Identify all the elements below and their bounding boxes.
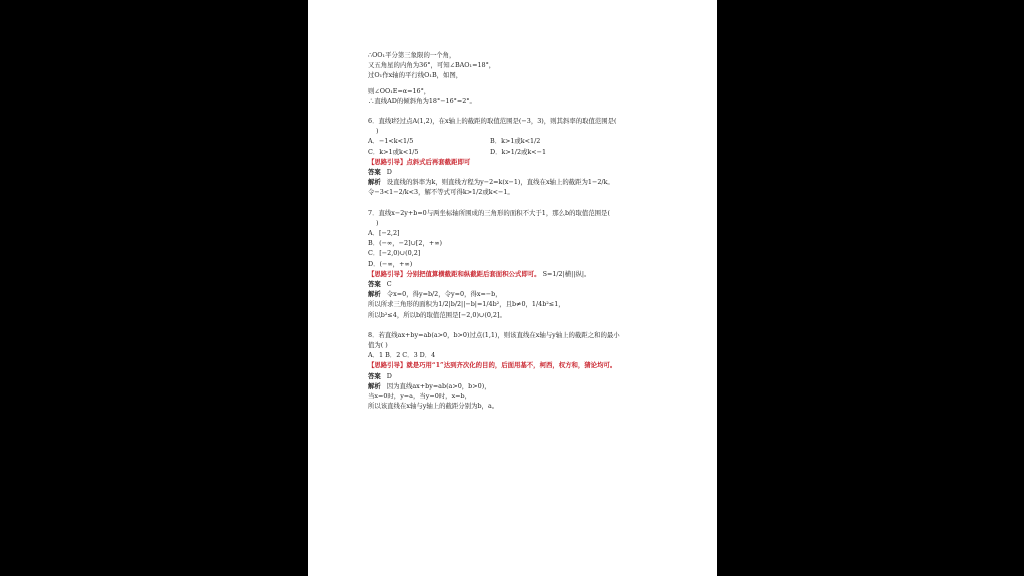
- q7-hint: 【思路引导】分别把值算横截距和纵截距后套面积公式即可。: [368, 269, 541, 278]
- q8-answer: [368, 371, 698, 381]
- analysis-text: 令x=0，得y=b/2，令y=0，得x=−b，: [386, 290, 502, 299]
- document-page: [308, 0, 717, 576]
- solution-line: 则∠OO₁E=α=16°，: [368, 86, 431, 95]
- q6-options-row-1: [368, 136, 698, 146]
- q6-stem: 6．直线l经过点A(1,2)，在x轴上的截距的取值范围是(−3，3)，则其斜率的取值范围是(: [368, 117, 617, 126]
- q7-stem: 7．直线x−2y+b=0与两坐标轴所围成的三角形的面积不大于1，那么b的取值范围是(: [368, 208, 610, 217]
- q7-option-a: A．[−2,2]: [368, 229, 400, 238]
- q7-analysis-cont: 所以所求三角形的面积为1/2|b/2||−b|=1/4b²，且b≠0，1/4b²≤1，: [368, 300, 565, 309]
- q7-option-b: B．(−∞，−2]∪[2，+∞): [368, 239, 443, 248]
- analysis-text: 因为直线ax+by=ab(a>0，b>0)，: [386, 381, 491, 390]
- q6-answer: [368, 167, 698, 177]
- q6-option-d: D．k>1/2或k<−1: [490, 147, 547, 156]
- q7-option-d: D．(−∞，+∞): [368, 259, 413, 268]
- document-content: [368, 50, 698, 412]
- analysis-label: 解析: [368, 178, 381, 187]
- q8-stem-cont: 值为( ): [368, 341, 388, 350]
- q7-stem-cont: ): [376, 218, 379, 227]
- q6-option-b: B．k>1或k<1/2: [490, 137, 541, 146]
- q6-stem-cont: ): [376, 127, 379, 136]
- q6-hint: 【思路引导】点斜式后再套截距即可: [368, 157, 471, 166]
- q7-option-c: C．[−2,0)∪(0,2]: [368, 249, 421, 258]
- q8-analysis: [368, 381, 698, 391]
- solution-line: ∴直线AD的倾斜角为18°−16°=2°。: [368, 96, 476, 105]
- answer-value: C: [386, 280, 392, 289]
- analysis-label: 解析: [368, 290, 381, 299]
- q7-hint-formula: S=1/2|横||纵|。: [542, 269, 591, 278]
- q7-analysis: [368, 289, 698, 299]
- q8-stem: 8．若直线ax+by=ab(a>0，b>0)过点(1,1)，则该直线在x轴与y轴上的截距之和的最小: [368, 330, 620, 339]
- q6-analysis: [368, 177, 698, 187]
- q8-analysis-cont: 所以该直线在x轴与y轴上的截距分别为b，a。: [368, 402, 499, 411]
- analysis-label: 解析: [368, 381, 381, 390]
- answer-value: D: [386, 371, 392, 380]
- q8-analysis-cont: 当x=0时，y=a，当y=0时，x=b，: [368, 392, 472, 401]
- solution-line: ∴OO₁平分第三象限的一个角，: [368, 51, 456, 59]
- q6-option-a: A．−1<k<1/5: [368, 137, 414, 146]
- q6-option-c: C．k>1或k<1/5: [368, 147, 419, 156]
- q7-answer: [368, 279, 698, 289]
- answer-label: 答案: [368, 168, 381, 177]
- q6-options-row-2: [368, 147, 698, 157]
- analysis-text: 设直线的斜率为k，则直线方程为y−2=k(x−1)，直线在x轴上的截距为1−2/k。: [386, 178, 614, 187]
- q8-options: A．1 B．2 C．3 D．4: [368, 351, 436, 360]
- answer-label: 答案: [368, 371, 381, 380]
- answer-value: D: [386, 168, 392, 177]
- answer-label: 答案: [368, 280, 381, 289]
- q7-hint-row: [368, 269, 698, 279]
- solution-line: 过O₁作x轴的平行线O₁B，如图，: [368, 71, 463, 80]
- solution-line: 又五角星的内角为36°，可知∠BAO₁=18°，: [368, 61, 496, 70]
- q7-analysis-cont: 所以b²≤4，所以b的取值范围是[−2,0)∪(0,2]。: [368, 310, 506, 319]
- q6-analysis-cont: 令−3<1−2/k<3，解不等式可得k>1/2或k<−1。: [368, 188, 514, 197]
- q8-hint: 【思路引导】就是巧用“1”达到齐次化的目的，后面用基不，柯西，权方和，猜论均可。: [368, 361, 617, 370]
